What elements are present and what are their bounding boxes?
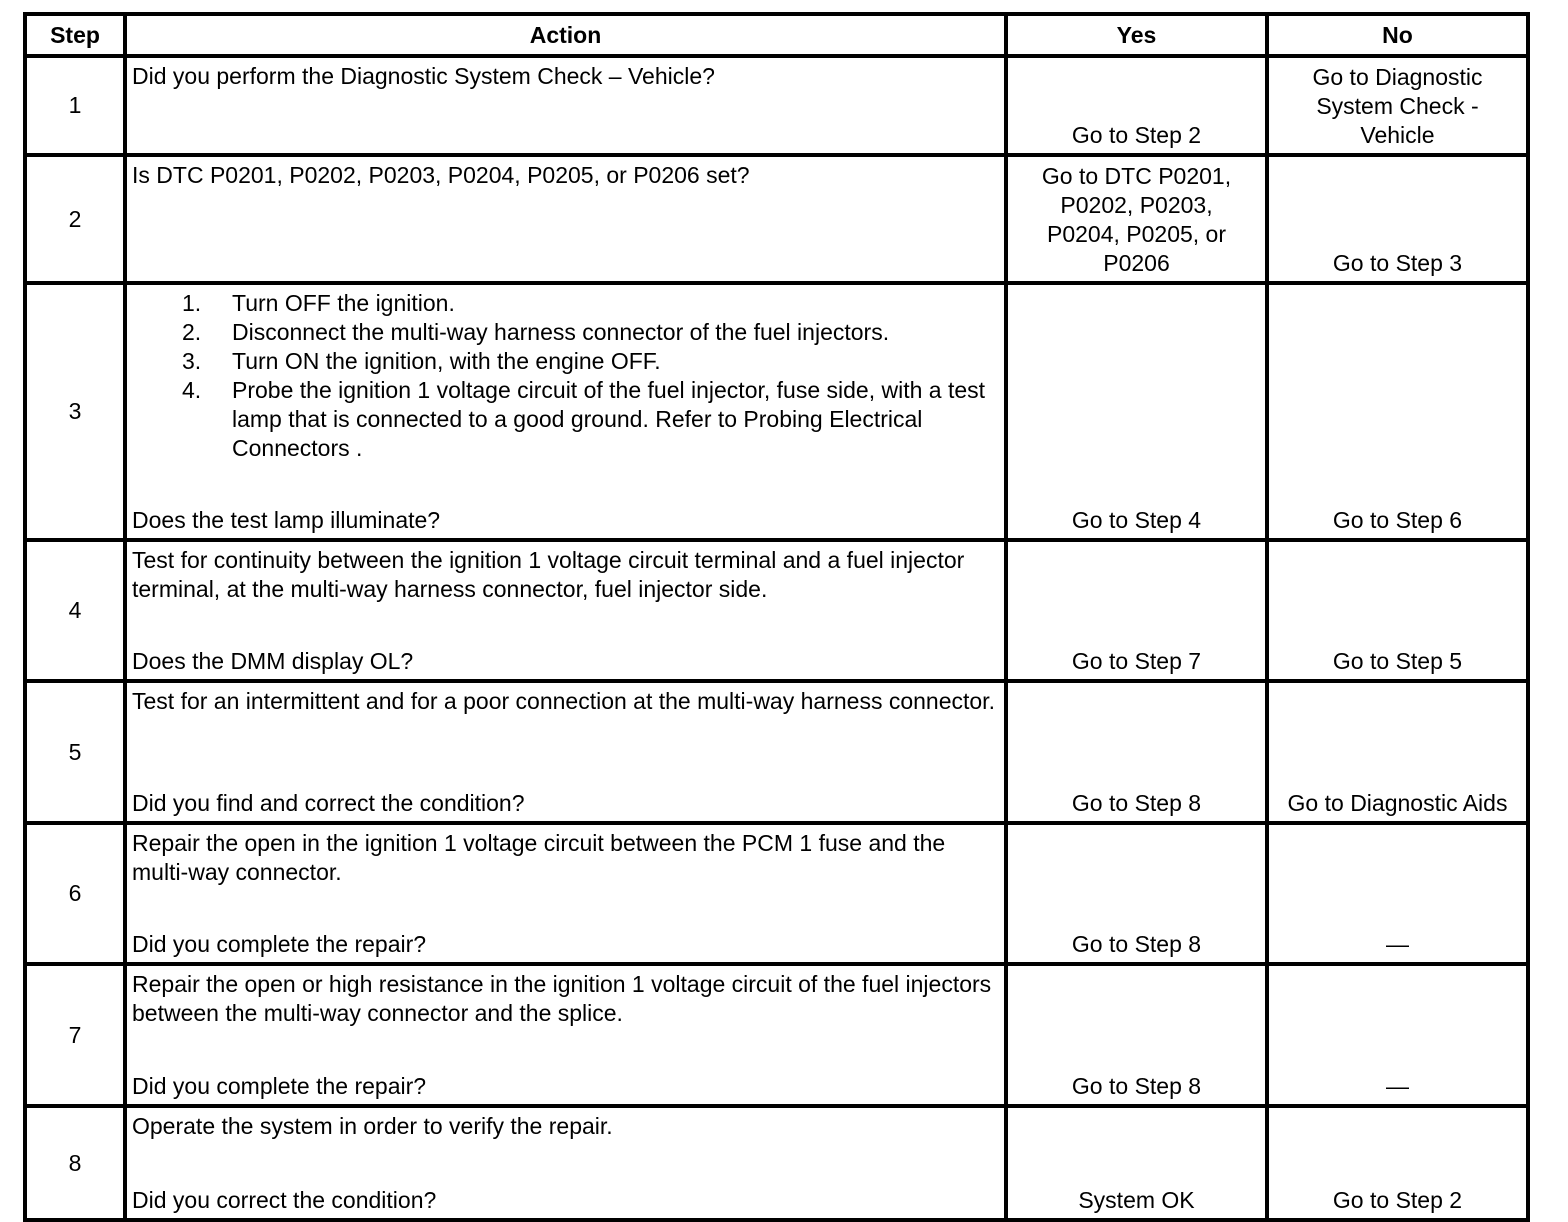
yes-cell	[1006, 155, 1267, 283]
header-row	[25, 14, 1528, 56]
action-text: Is DTC P0201, P0202, P0203, P0204, P0205, or P0206 set?	[132, 162, 750, 188]
action-cell	[125, 155, 1006, 283]
action-cell	[125, 1106, 1006, 1220]
yes-cell: Go to Step 8	[1006, 681, 1267, 823]
action-cell	[125, 540, 1006, 681]
action-text: Test for continuity between the ignition 1 voltage circuit terminal and a fuel injector terminal, at the multi-way harness connector, fuel injector side.	[132, 547, 965, 602]
step-number: 8	[25, 1106, 125, 1220]
question-text: Does the DMM display OL?	[132, 648, 414, 674]
action-text: Repair the open in the ignition 1 voltage circuit between the PCM 1 fuse and the multi-way connector.	[132, 830, 946, 885]
action-cell	[125, 56, 1006, 155]
action-text: Test for an intermittent and for a poor connection at the multi-way harness connector.	[132, 688, 995, 714]
no-cell: Go to Step 2	[1267, 1106, 1528, 1220]
question-text: Did you find and correct the condition?	[132, 790, 525, 816]
table-row	[25, 540, 1528, 681]
action-text: Repair the open or high resistance in the ignition 1 voltage circuit of the fuel injectors between the multi-way connector and the splice.	[132, 971, 992, 1026]
no-cell: —	[1267, 823, 1528, 964]
list-item: 4. Probe the ignition 1 voltage circuit of the fuel injector, fuse side, with a test lamp that is connected to a good ground. Refer to Probing Electrical Connectors .	[182, 377, 986, 461]
table-row	[25, 681, 1528, 823]
no-cell: Go to Step 3	[1267, 155, 1528, 283]
action-text: Operate the system in order to verify the repair.	[132, 1113, 613, 1139]
table-row	[25, 56, 1528, 155]
step-number: 4	[25, 540, 125, 681]
action-cell	[125, 823, 1006, 964]
table-row	[25, 155, 1528, 283]
question-text: Did you complete the repair?	[132, 931, 427, 957]
yes-cell: Go to Step 4	[1006, 283, 1267, 540]
question-text: Did you complete the repair?	[132, 1073, 427, 1099]
no-text: Go to Diagnostic System Check - Vehicle	[1312, 64, 1483, 148]
table-row	[25, 283, 1528, 540]
table-row	[25, 823, 1528, 964]
list-item: 1. Turn OFF the ignition.	[182, 290, 455, 316]
no-cell: —	[1267, 964, 1528, 1106]
step-number: 5	[25, 681, 125, 823]
yes-cell: Go to Step 2	[1006, 56, 1267, 155]
header-action: Action	[125, 14, 1006, 56]
substep-list	[132, 289, 998, 463]
action-cell	[125, 283, 1006, 540]
yes-cell: Go to Step 7	[1006, 540, 1267, 681]
header-yes: Yes	[1006, 14, 1267, 56]
no-cell: Go to Step 5	[1267, 540, 1528, 681]
step-number: 7	[25, 964, 125, 1106]
no-cell: Go to Step 6	[1267, 283, 1528, 540]
table-row	[25, 964, 1528, 1106]
table-row	[25, 1106, 1528, 1220]
question-text: Did you correct the condition?	[132, 1187, 437, 1213]
no-cell	[1267, 56, 1528, 155]
action-cell	[125, 964, 1006, 1106]
question-text: Does the test lamp illuminate?	[132, 507, 441, 533]
diagnostic-table	[23, 12, 1530, 1222]
step-number: 6	[25, 823, 125, 964]
yes-cell: Go to Step 8	[1006, 964, 1267, 1106]
list-item: 2. Disconnect the multi-way harness connector of the fuel injectors.	[182, 319, 890, 345]
step-number: 2	[25, 155, 125, 283]
action-text: Did you perform the Diagnostic System Check – Vehicle?	[132, 63, 715, 89]
yes-cell: System OK	[1006, 1106, 1267, 1220]
step-number: 3	[25, 283, 125, 540]
yes-text: Go to DTC P0201, P0202, P0203, P0204, P0205, or P0206	[1041, 163, 1232, 276]
action-cell	[125, 681, 1006, 823]
header-no: No	[1267, 14, 1528, 56]
step-number: 1	[25, 56, 125, 155]
no-cell: Go to Diagnostic Aids	[1267, 681, 1528, 823]
header-step: Step	[25, 14, 125, 56]
list-item: 3. Turn ON the ignition, with the engine OFF.	[182, 348, 661, 374]
yes-cell: Go to Step 8	[1006, 823, 1267, 964]
